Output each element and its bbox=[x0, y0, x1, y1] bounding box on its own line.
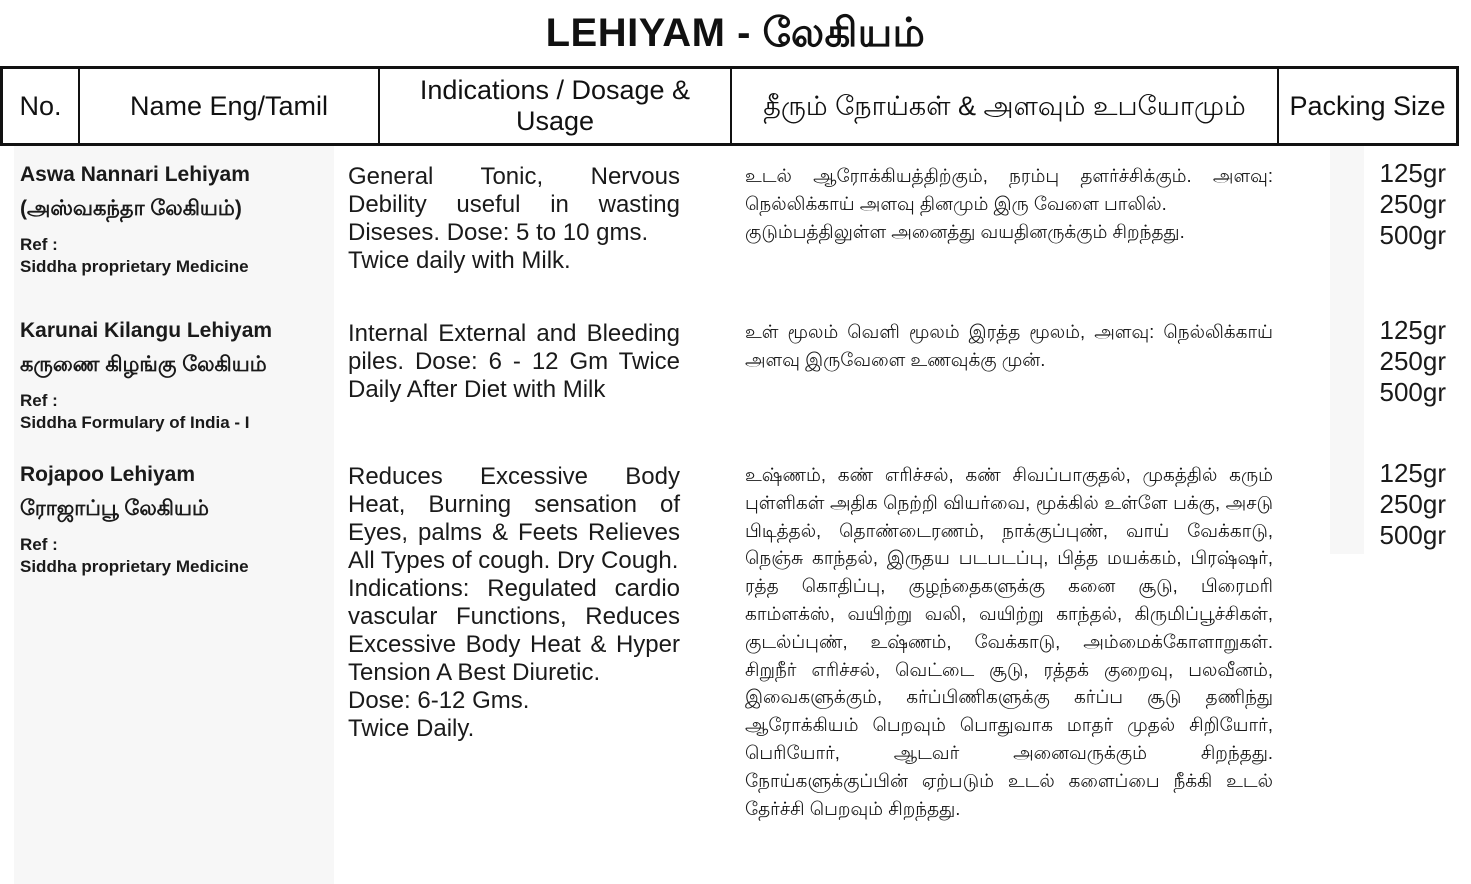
ref-value: Siddha proprietary Medicine bbox=[20, 257, 249, 276]
indications-cell bbox=[348, 163, 680, 275]
product-name-ta: ரோஜாப்பூ லேகியம் bbox=[20, 497, 209, 520]
indications-text: Internal External and Bleeding piles. Dose: 6 - 12 Gm Twice Daily After Diet with Milk bbox=[348, 320, 680, 403]
product-name-cell bbox=[20, 314, 330, 434]
indications-text: Twice Daily. bbox=[348, 715, 475, 742]
header-tamil: தீரும் நோய்கள் & அளவும் உபயோமும் bbox=[730, 69, 1277, 143]
pack-size: 250gr bbox=[1379, 189, 1446, 219]
ref-label: Ref : bbox=[20, 535, 58, 554]
indications-text: General Tonic, Nervous Debility useful in wasting Diseses. Dose: 5 to 10 gms. bbox=[348, 163, 680, 246]
pack-size: 125gr bbox=[1379, 458, 1446, 488]
tamil-text: உடல் ஆரோக்கியத்திற்கும், நரம்பு தளர்ச்சிக்கும். அளவு: நெல்லிக்காய் அளவு தினமும் இரு வேளை பாலில். bbox=[745, 165, 1273, 214]
pack-size: 500gr bbox=[1379, 377, 1446, 407]
indications-text: Reduces Excessive Body Heat, Burning sensation of Eyes, palms & Feets Relieves All Types of cough. Dry Cough. bbox=[348, 463, 680, 574]
product-name-en: Rojapoo Lehiyam bbox=[20, 463, 196, 486]
ref-value: Siddha proprietary Medicine bbox=[20, 557, 249, 576]
product-name-cell bbox=[20, 158, 330, 278]
header-packing: Packing Size bbox=[1277, 69, 1456, 143]
indications-cell bbox=[348, 463, 680, 743]
tamil-text: உள் மூலம் வெளி மூலம் இரத்த மூலம், அளவு: நெல்லிக்காய் அளவு இருவேளை உணவுக்கு முன். bbox=[745, 321, 1273, 370]
tamil-cell bbox=[745, 461, 1273, 822]
page-title: LEHIYAM - லேகியம் bbox=[545, 11, 926, 55]
indications-text: Indications: Regulated cardio vascular Functions, Reduces Excessive Body Heat & Hyper Tension A Best Diuretic. bbox=[348, 575, 680, 686]
ref-label: Ref : bbox=[20, 391, 58, 410]
indications-text: Twice daily with Milk. bbox=[348, 247, 571, 274]
indications-text: Dose: 6-12 Gms. bbox=[348, 687, 530, 714]
header-name: Name Eng/Tamil bbox=[78, 69, 378, 143]
product-name-en: Karunai Kilangu Lehiyam bbox=[20, 319, 273, 342]
header-no: No. bbox=[0, 69, 78, 143]
packing-cell bbox=[1340, 158, 1446, 251]
tamil-text: உஷ்ணம், கண் எரிச்சல், கண் சிவப்பாகுதல், முகத்தில் கரும் புள்ளிகள் அதிக நெற்றி வியர்வை, மூக்கில் உள்ளே பக்கு, அசடு பிடித்தல், தொண்டைரணம், நாக்குப்புண், வாய் வேக்காடு, நெஞ்சு காந்தல், இருதய படபடப்பு, பித்த மயக்கம், பிரஷ்ஷர், ரத்த கொதிப்பு, குழந்தைகளுக்கு கனை சூடு, பிரைமரி காம்ளக்ஸ், வயிற்று வலி, வயிற்று காந்தல், கிருமிப்பூச்சிகள், குடல்ப்புண், உஷ்ணம், வேக்காடு, அம்மைக்கோளாறுகள். சிறுநீர் எரிச்சல், வெட்டை சூடு, ரத்தக் குறைவு, பலவீனம், இவைகளுக்கும், கர்ப்பிணிகளுக்கு கர்ப்ப சூடு தணிந்து ஆரோக்கியம் பெறவும் பொதுவாக மாதர் முதல் சிறியோர், பெரியோர், ஆடவர் அனைவருக்கும் சிறந்தது. நோய்களுக்குப்பின் ஏற்படும் உடல் களைப்பை நீக்கி உடல் தேர்ச்சி பெறவும் சிறந்தது. bbox=[745, 464, 1273, 819]
packing-cell bbox=[1340, 315, 1446, 408]
table-header bbox=[0, 66, 1459, 146]
ref-label: Ref : bbox=[20, 235, 58, 254]
pack-size: 125gr bbox=[1379, 315, 1446, 345]
pack-size: 250gr bbox=[1379, 346, 1446, 376]
pack-size: 250gr bbox=[1379, 489, 1446, 519]
tamil-text: குடும்பத்திலுள்ள அனைத்து வயதினருக்கும் சிறந்தது. bbox=[745, 220, 1185, 242]
pack-size: 125gr bbox=[1379, 158, 1446, 188]
header-indications: Indications / Dosage & Usage bbox=[378, 69, 730, 143]
tamil-cell bbox=[745, 318, 1273, 374]
packing-cell bbox=[1340, 458, 1446, 551]
pack-size: 500gr bbox=[1379, 220, 1446, 250]
indications-cell bbox=[348, 320, 680, 404]
pack-size: 500gr bbox=[1379, 520, 1446, 550]
tamil-cell bbox=[745, 162, 1273, 245]
product-name-cell bbox=[20, 458, 330, 578]
product-name-en: Aswa Nannari Lehiyam bbox=[20, 163, 250, 186]
product-name-ta: (அஸ்வகந்தா லேகியம்) bbox=[20, 197, 242, 220]
product-name-ta: கருணை கிழங்கு லேகியம் bbox=[20, 353, 267, 376]
ref-value: Siddha Formulary of India - I bbox=[20, 413, 250, 432]
